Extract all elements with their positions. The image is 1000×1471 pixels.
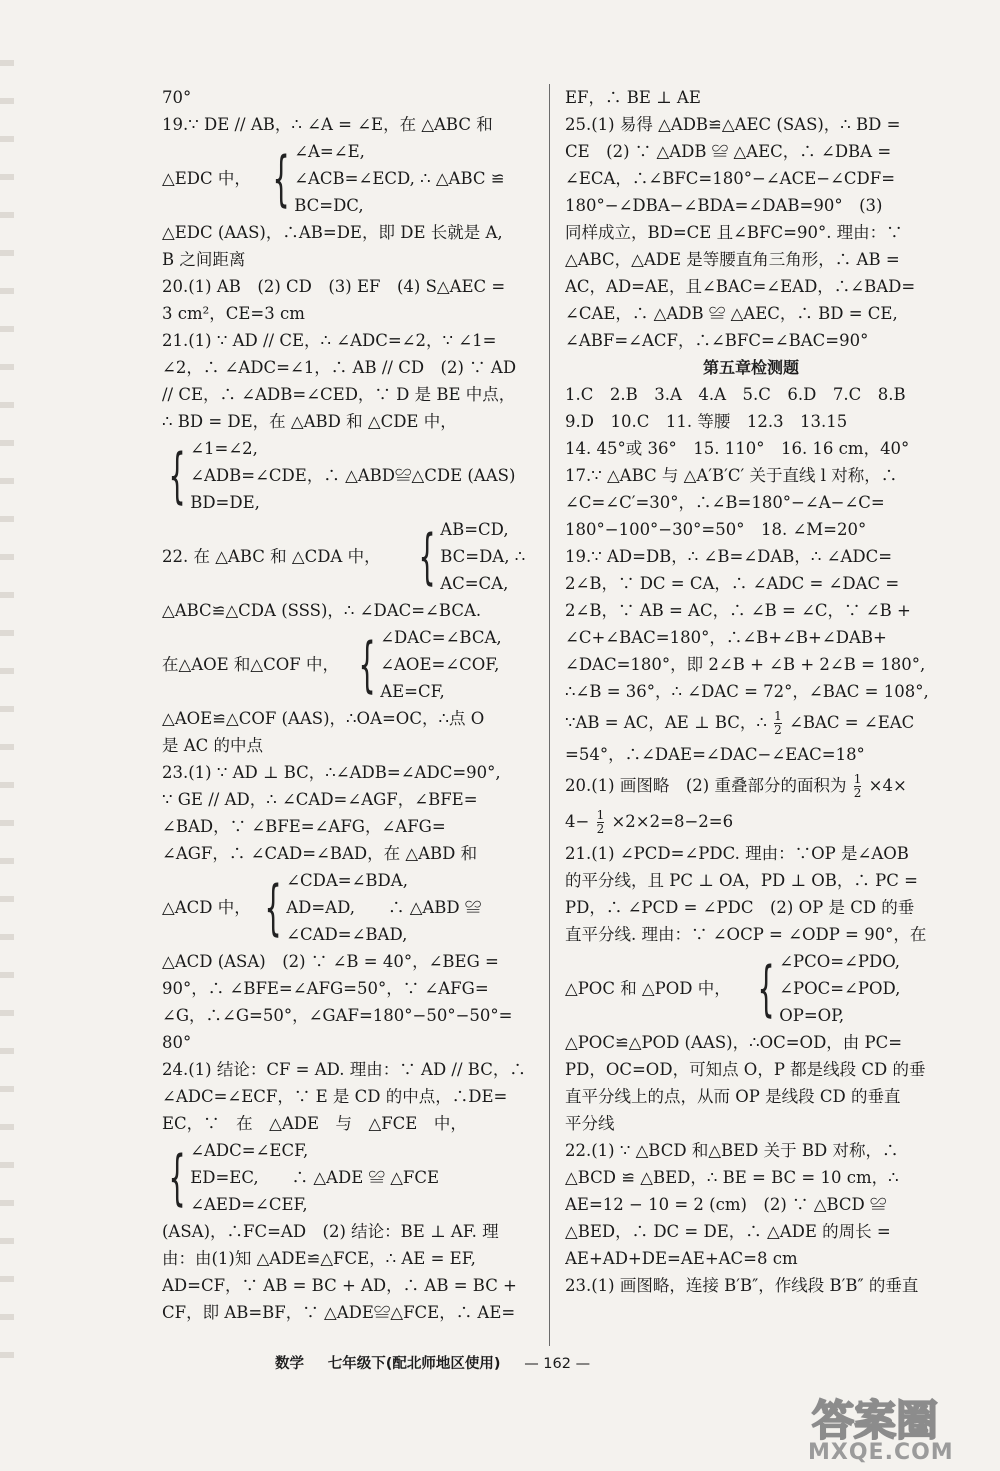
system-line: AC=CA, — [440, 574, 509, 593]
text-line: 2∠B，∵ AB = AC，∴ ∠B = ∠C，∵ ∠B + — [565, 601, 911, 620]
binding-edge — [0, 60, 14, 1360]
text-line: ∠2，∴ ∠ADC=∠1，∴ AB // CD (2) ∵ AD — [162, 358, 517, 377]
text-line: 4− $\frac{1}{2}$ ×2×2=8−2=6 — [565, 808, 734, 836]
text-line: △BCD ≌ △BED，∴ BE = BC = 10 cm，∴ — [565, 1168, 899, 1187]
text-line: ∠CAE，∴ △ADB ≌ △AEC，∴ BD = CE, — [565, 304, 898, 323]
text-line: B 之间距离 — [162, 250, 246, 269]
q24-system — [162, 1137, 534, 1218]
system-line: ∠POC=∠POD, — [779, 979, 901, 998]
text-line: // CE，∴ ∠ADB=∠CED，∵ D 是 BE 中点， — [162, 385, 516, 404]
footer-grade: 七年级下(配北师地区使用) — [327, 1356, 501, 1372]
q17-line: 17.∵ △ABC 与 △A′B′C′ 关于直线 l 对称，∴ — [565, 466, 898, 485]
q19-line: 19.∵ DE // AB，∴ ∠A = ∠E，在 △ABC 和 — [162, 115, 493, 134]
q25-line: 25.(1) 易得 △ADB≌△AEC (SAS)，∴ BD = — [565, 115, 901, 134]
text-line: ∠BAD，∵ ∠BFE=∠AFG，∠AFG= — [162, 817, 446, 836]
q21-line: 21.(1) ∵ AD // CE，∴ ∠ADC=∠2，∵ ∠1= — [162, 331, 497, 350]
text-line: (ASA)，∴FC=AD (2) 结论：BE ⊥ AF. 理 — [162, 1222, 499, 1241]
text-line: 平分线 — [565, 1114, 615, 1133]
text-line: ∴∠B = 36°，∴ ∠DAC = 72°，∠BAC = 108°, — [565, 682, 929, 701]
system-line: ∠ADB=∠CDE，∴ △ABD≌△CDE (AAS) — [190, 466, 516, 485]
q21-system — [565, 948, 937, 1029]
system-line: ∠ACB=∠ECD, ∴ △ABC ≌ — [294, 169, 505, 188]
page-number: — 162 — — [524, 1356, 591, 1372]
left-column — [162, 84, 534, 1326]
q19-line: 19.∵ AD=DB，∴ ∠B=∠DAB，∴ ∠ADC= — [565, 547, 893, 566]
system-line: AE=CF, — [380, 682, 445, 701]
text-line: 2∠B，∵ DC = CA，∴ ∠ADC = ∠DAC = — [565, 574, 900, 593]
column-divider — [549, 84, 550, 1346]
system-line: BC=DC, — [294, 196, 364, 215]
text-line: △AOE≌△COF (AAS)，∴OA=OC，∴点 O — [162, 709, 485, 728]
footer-subject: 数学 — [275, 1356, 304, 1372]
page-footer — [275, 1352, 590, 1373]
text-line: PD，∴ ∠PCD = ∠PDC (2) OP 是 CD 的垂 — [565, 898, 915, 917]
text-line: ∠C=∠C′=30°，∴∠B=180°−∠A−∠C= — [565, 493, 885, 512]
text-line: △ABC，△ADE 是等腰直角三角形，∴ AB = — [565, 250, 900, 269]
answers-line: 9.D 10.C 11. 等腰 12.3 13.15 — [565, 412, 848, 431]
text-line: CF，即 AB=BF，∵ △ADE≌△FCE，∴ AE= — [162, 1303, 516, 1322]
text-line: 180°−∠DBA−∠BDA=∠DAB=90° (3) — [565, 196, 883, 215]
text-line: =54°，∴∠DAE=∠DAC−∠EAC=18° — [565, 745, 865, 764]
text-line: ∠ECA，∴∠BFC=180°−∠ACE−∠CDF= — [565, 169, 896, 188]
q23-line: 23.(1) ∵ AD ⊥ BC，∴∠ADB=∠ADC=90°, — [162, 763, 501, 782]
text-line: △POC≌△POD (AAS)，∴OC=OD，由 PC= — [565, 1033, 903, 1052]
q24-line: 24.(1) 结论：CF = AD. 理由：∵ AD // BC，∴ — [162, 1060, 526, 1079]
system-line: OP=OP, — [779, 1006, 845, 1025]
brace-icon: { — [272, 143, 290, 214]
text-line: △BED，∴ DC = DE，∴ △ADE 的周长 = — [565, 1222, 891, 1241]
system-line: ∠ADC=∠ECF, — [190, 1141, 309, 1160]
system-line: ∠CAD=∠BAD, — [286, 925, 408, 944]
text-line: 直平分线. 理由：∵ ∠OCP = ∠ODP = 90°，在 — [565, 925, 927, 944]
brace-icon: { — [264, 872, 282, 943]
system-label: △EDC 中， — [162, 169, 251, 188]
q22-line: 22.(1) ∵ △BCD 和△BED 关于 BD 对称，∴ — [565, 1141, 899, 1160]
q21-line: 21.(1) ∠PCD=∠PDC. 理由：∵OP 是∠AOB — [565, 844, 909, 863]
text-line: △ACD (ASA) (2) ∵ ∠B = 40°，∠BEG = — [162, 952, 499, 971]
q19-system — [162, 138, 534, 219]
text-line: 由：由(1)知 △ADE≌△FCE，∴ AE = EF, — [162, 1249, 476, 1268]
text-line: 3 cm²，CE=3 cm — [162, 304, 305, 323]
text-line: ∵ GE // AD，∴ ∠CAD=∠AGF，∠BFE= — [162, 790, 478, 809]
brace-icon: { — [358, 629, 376, 700]
system-line: BC=DA, ∴ — [440, 547, 526, 566]
brace-icon: { — [168, 440, 186, 511]
text-line: AC，AD=AE，且∠BAC=∠EAD，∴∠BAD= — [565, 277, 916, 296]
q23-line: 23.(1) 画图略，连接 B′B″，作线段 B′B″ 的垂直 — [565, 1276, 919, 1295]
q21-system — [162, 435, 534, 516]
text-line: PD，OC=OD，可知点 O，P 都是线段 CD 的垂 — [565, 1060, 926, 1079]
text-line: 90°，∴ ∠BFE=∠AFG=50°，∵ ∠AFG= — [162, 979, 489, 998]
q22-system-2 — [162, 624, 534, 705]
text-line: ∠G，∴∠G=50°，∠GAF=180°−50°−50°= — [162, 1006, 513, 1025]
text-line: 180°−100°−30°=50° 18. ∠M=20° — [565, 520, 867, 539]
right-column — [565, 84, 937, 1299]
text-line: 的平分线，且 PC ⊥ OA，PD ⊥ OB，∴ PC = — [565, 871, 918, 890]
system-line: ∠PCO=∠PDO, — [779, 952, 901, 971]
q22-system — [162, 516, 534, 597]
system-line: ∠DAC=∠BCA, — [380, 628, 502, 647]
system-line: ED=EC, ∴ △ADE ≌ △FCE — [190, 1168, 440, 1187]
text-line: 直平分线上的点，从而 OP 是线段 CD 的垂直 — [565, 1087, 901, 1106]
text-line: ∠ABF=∠ACF，∴∠BFC=∠BAC=90° — [565, 331, 869, 350]
q23-system — [162, 867, 534, 948]
brace-icon: { — [168, 1142, 186, 1213]
q20-line: 20.(1) 画图略 (2) 重叠部分的面积为 $\frac{1}{2}$ ×4× — [565, 772, 907, 800]
system-line: ∠AED=∠CEF, — [190, 1195, 308, 1214]
system-label: △POC 和 △POD 中， — [565, 979, 731, 998]
text-line: CE (2) ∵ △ADB ≌ △AEC，∴ ∠DBA = — [565, 142, 892, 161]
text-line: AE=12 − 10 = 2 (cm) (2) ∵ △BCD ≌ — [565, 1195, 887, 1214]
text-line: 是 AC 的中点 — [162, 736, 264, 755]
text-line: AD=CF，∵ AB = BC + AD，∴ AB = BC + — [162, 1276, 517, 1295]
system-line: ∠AOE=∠COF, — [380, 655, 500, 674]
text-line: 70° — [162, 88, 192, 107]
system-line: ∠A=∠E, — [294, 142, 365, 161]
section-title: 第五章检测题 — [702, 358, 799, 377]
fraction: $\frac{1}{2}$ — [853, 772, 862, 800]
system-line: ∠CDA=∠BDA, — [286, 871, 408, 890]
text-line: △ABC≌△CDA (SSS)，∴ ∠DAC=∠BCA. — [162, 601, 482, 620]
system-line: AB=CD, — [440, 520, 509, 539]
q20-line: 20.(1) AB (2) CD (3) EF (4) S△AEC = — [162, 277, 506, 296]
answers-line: 1.C 2.B 3.A 4.A 5.C 6.D 7.C 8.B — [565, 385, 906, 404]
fraction: $\frac{1}{2}$ — [596, 808, 605, 836]
text-line: 同样成立，BD=CE 且∠BFC=90°. 理由：∵ — [565, 223, 903, 242]
system-line: ∠1=∠2, — [190, 439, 258, 458]
system-label: △ACD 中， — [162, 898, 251, 917]
fraction: $\frac{1}{2}$ — [774, 709, 782, 737]
watermark-logo: 答案圈 — [812, 1396, 939, 1445]
text-line: EC，∵ 在 △ADE 与 △FCE 中， — [162, 1114, 467, 1133]
text-line: EF，∴ BE ⊥ AE — [565, 88, 701, 107]
system-line: BD=DE, — [190, 493, 260, 512]
text-line: 80° — [162, 1033, 192, 1052]
answers-line: 14. 45°或 36° 15. 110° 16. 16 cm，40° — [565, 439, 910, 458]
watermark-url: MXQE.COM — [808, 1440, 954, 1465]
system-label: 在△AOE 和△COF 中， — [162, 655, 339, 674]
brace-icon: { — [418, 521, 436, 592]
system-label: 22. 在 △ABC 和 △CDA 中， — [162, 547, 381, 566]
text-line: ∴ BD = DE，在 △ABD 和 △CDE 中， — [162, 412, 457, 431]
text-line: AE+AD+DE=AE+AC=8 cm — [565, 1249, 798, 1268]
brace-icon: { — [757, 953, 775, 1024]
text-line: ∵AB = AC，AE ⊥ BC，∴ $\frac{1}{2}$ ∠BAC = ∠EAC — [565, 709, 915, 737]
text-line: △EDC (AAS)，∴AB=DE，即 DE 长就是 A, — [162, 223, 503, 242]
text-line: ∠AGF，∴ ∠CAD=∠BAD，在 △ABD 和 — [162, 844, 478, 863]
text-line: ∠ADC=∠ECF，∵ E 是 CD 的中点，∴DE= — [162, 1087, 508, 1106]
text-line: ∠DAC=180°，即 2∠B + ∠B + 2∠B = 180°, — [565, 655, 926, 674]
system-line: AD=AD, ∴ △ABD ≌ — [286, 898, 482, 917]
text-line: ∠C+∠BAC=180°，∴∠B+∠B+∠DAB+ — [565, 628, 887, 647]
